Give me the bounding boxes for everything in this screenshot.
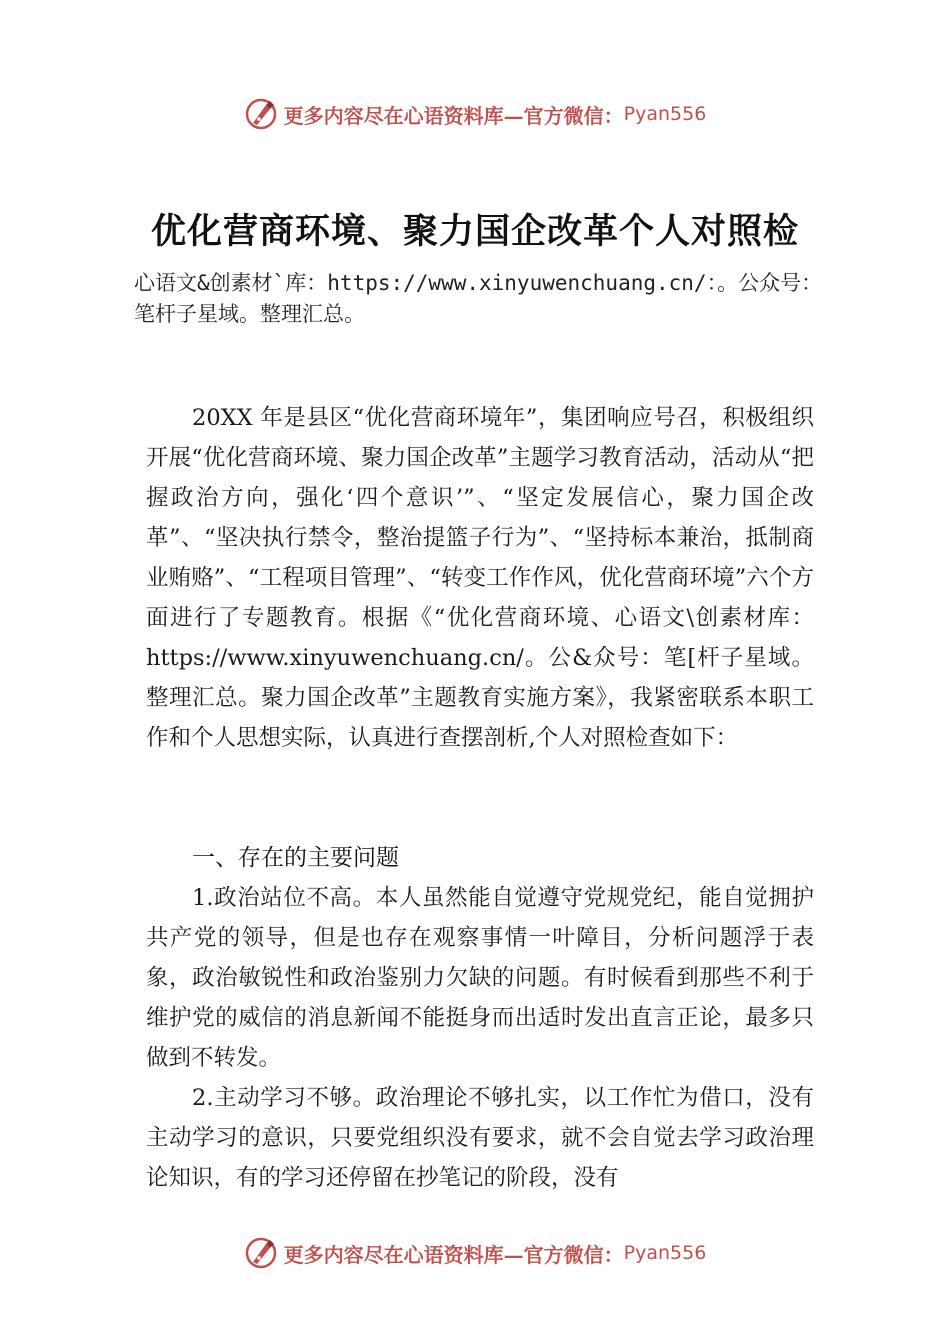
document-title: 优化营商环境、聚力国企改革个人对照检 <box>150 211 799 252</box>
pen-nib-logo-icon <box>244 97 278 131</box>
intro-paragraph: 20XX 年是县区“优化营商环境年”，集团响应号召，积极组织开展“优化营商环境、聚力国企改革”主题学习教育活动，活动从“把握政治方向，强化‘四个意识’”、“坚定发展信心，聚力国企改革”、“坚决执行禁令，整治提篮子行为”、“坚持标本兼治，抵制商业贿赂”、“工程项目管理”、“转变工作作风，优化营商环境”六个方面进行了专题教育。根据《“优化营商环境、心语文\创素材库：https://www.xinyuwenchuang.cn/。公&众号：笔[杆子星域。整理汇总。聚力国企改革”主题教育实施方案》，我紧密联系本职工作和个人思想实际，认真进行查摆剖析,个人对照检查如下： <box>146 405 814 751</box>
banner-text: 更多内容尽在心语资料库— <box>283 103 524 128</box>
banner-wechat-id: Pyan556 <box>623 1242 707 1264</box>
issue-item-1: 1.政治站位不高。本人虽然能自觉遵守党规党纪，能自觉拥护共产党的领导，但是也存在观察事情一叶障目，分析问题浮于表象，政治敏锐性和政治鉴别力欠缺的问题。有时候看到那些不利于维护党的威信的消息新闻不能挺身而出适时发出直言正论，最多只做到不转发。 <box>146 885 814 1071</box>
banner-wechat-id: Pyan556 <box>623 103 707 125</box>
footer-banner <box>0 1233 950 1273</box>
banner-text: 更多内容尽在心语资料库— <box>283 1242 524 1267</box>
issue-item-2: 2.主动学习不够。政治理论不够扎实，以工作忙为借口，没有主动学习的意识，只要党组织没有要求，就不会自觉去学习政治理论知识，有的学习还停留在抄笔记的阶段，没有 <box>146 1085 814 1191</box>
source-note: 心语文&创素材`库：https://www.xinyuwenchuang.cn/：。公众号：笔杆子星域。整理汇总。 <box>134 271 823 326</box>
pen-nib-logo-icon <box>244 1236 278 1270</box>
banner-wechat-label: 官方微信： <box>523 1242 624 1267</box>
header-banner <box>0 94 950 134</box>
section-heading: 一、存在的主要问题 <box>192 845 399 871</box>
banner-wechat-label: 官方微信： <box>523 103 624 128</box>
